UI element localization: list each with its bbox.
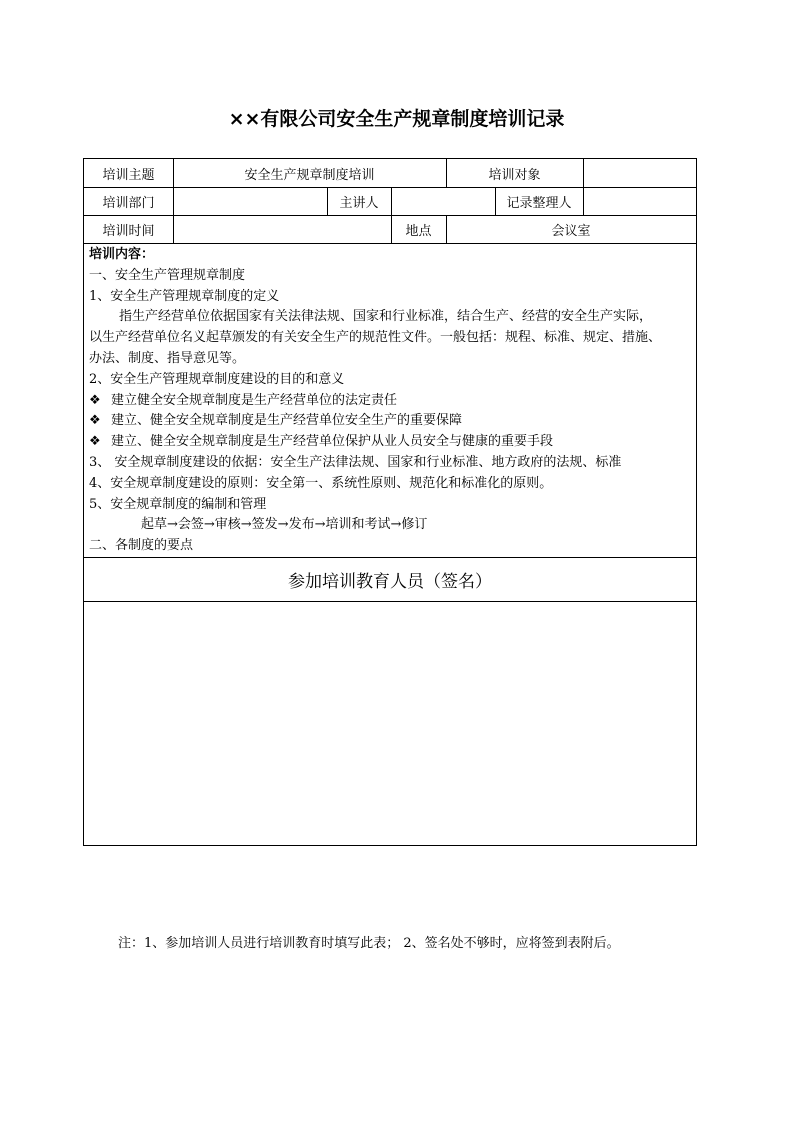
- training-time-value[interactable]: [173, 215, 391, 243]
- lecturer-value[interactable]: [391, 187, 495, 215]
- training-time-label: 培训时间: [102, 223, 155, 239]
- bullet-text: 建立、健全安全规章制度是生产经营单位保护从业人员安全与健康的重要手段: [111, 434, 554, 450]
- content-line: 5、安全规章制度的编制和管理: [89, 496, 267, 512]
- department-label: 培训部门: [102, 195, 155, 211]
- diamond-bullet-icon: ❖: [89, 413, 101, 429]
- audience-value[interactable]: [583, 159, 696, 187]
- diamond-bullet-icon: ❖: [89, 392, 101, 408]
- content-heading: 培训内容：: [89, 247, 155, 262]
- content-line: 2、安全生产管理规章制度建设的目的和意义: [89, 371, 345, 387]
- bullet-item: [89, 411, 693, 432]
- row-divider-3: [84, 243, 696, 244]
- content-line: 3、 安全规章制度建设的依据：安全生产法律法规、国家和行业标准、地方政府的法规、标准: [89, 454, 622, 470]
- location-label: 地点: [405, 223, 432, 239]
- lecturer-label: 主讲人: [339, 195, 379, 211]
- content-line: 指生产经营单位依据国家有关法律法规、国家和行业标准，结合生产、经营的安全生产实际，: [119, 309, 653, 325]
- bullet-text: 建立健全安全规章制度是生产经营单位的法定责任: [111, 392, 398, 408]
- training-content: [89, 245, 693, 557]
- content-line: 4、安全规章制度建设的原则：安全第一、系统性原则、规范化和标准化的原则。: [89, 475, 553, 491]
- audience-label: 培训对象: [488, 167, 541, 183]
- topic-value[interactable]: 安全生产规章制度培训: [244, 167, 375, 183]
- content-line: 一、安全生产管理规章制度: [89, 267, 246, 283]
- content-line: 1、安全生产管理规章制度的定义: [89, 288, 280, 304]
- signature-area[interactable]: [84, 602, 696, 844]
- bullet-item: [89, 432, 693, 453]
- bullet-item: [89, 391, 693, 412]
- process-flow-line: 起草→会签→审核→签发→发布→培训和考试→修订: [141, 517, 428, 533]
- topic-label: 培训主题: [102, 167, 155, 183]
- location-value[interactable]: 会议室: [551, 223, 591, 239]
- footnote: 注：1、参加培训人员进行培训教育时填写此表； 2、签名处不够时，应将签到表附后。: [118, 936, 620, 951]
- content-line: 二、各制度的要点: [89, 538, 194, 554]
- document-title: ××有限公司安全生产规章制度培训记录: [228, 108, 565, 130]
- content-line: 办法、制度、指导意见等。: [89, 350, 246, 366]
- diamond-bullet-icon: ❖: [89, 434, 101, 450]
- recorder-value[interactable]: [583, 187, 696, 215]
- content-line: 以生产经营单位名义起草颁发的有关安全生产的规范性文件。一般包括：规程、标准、规定、措施、: [89, 330, 662, 346]
- training-record-form: [83, 158, 697, 846]
- department-value[interactable]: [173, 187, 327, 215]
- recorder-label: 记录整理人: [506, 195, 572, 211]
- bullet-text: 建立、健全安全规章制度是生产经营单位安全生产的重要保障: [111, 413, 463, 429]
- signature-section-title: 参加培训教育人员（签名）: [288, 571, 492, 592]
